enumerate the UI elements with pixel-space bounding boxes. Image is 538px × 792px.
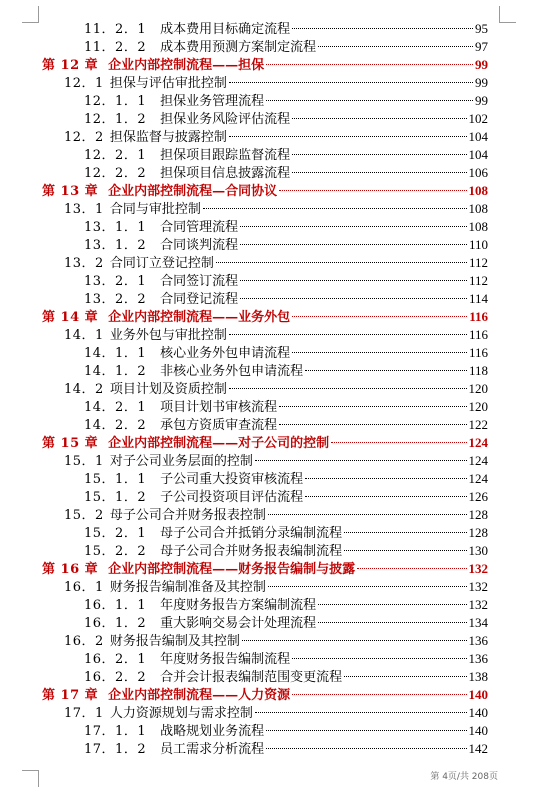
toc-page-number: 124 <box>468 453 488 468</box>
toc-entry-title <box>64 453 253 471</box>
toc-chapter-entry[interactable] <box>42 182 488 200</box>
toc-entry-text: 担保项目信息披露流程 <box>160 166 291 181</box>
toc-chapter-entry[interactable] <box>42 686 488 704</box>
toc-entry-title <box>64 507 266 525</box>
toc-subsection-entry[interactable] <box>42 218 488 236</box>
toc-subsection-entry[interactable] <box>42 668 488 686</box>
toc-entry-text: 人力资源规划与需求控制 <box>109 706 253 721</box>
toc-subsection-entry[interactable] <box>42 650 488 668</box>
toc-entry-number: 15．1 <box>64 454 104 469</box>
toc-page-number: 130 <box>468 543 488 558</box>
toc-entry-title <box>84 273 238 291</box>
dot-leader <box>229 82 473 83</box>
dot-leader <box>357 568 466 569</box>
toc-subsection-entry[interactable] <box>42 524 488 542</box>
toc-entry-title <box>42 687 290 705</box>
toc-entry-title <box>84 417 277 435</box>
toc-entry-text: 担保业务管理流程 <box>160 94 265 109</box>
dot-leader <box>318 622 466 623</box>
dot-leader <box>229 334 467 335</box>
toc-entry-number: 第 12 章 <box>42 58 99 73</box>
dot-leader <box>266 730 466 731</box>
toc-entry-text: 母子公司合并抵销分录编制流程 <box>160 526 343 541</box>
toc-entry-text: 企业内部控制流程——担保 <box>108 58 265 73</box>
toc-entry-title <box>84 345 290 363</box>
toc-entry-number: 14．1．2 <box>84 364 147 379</box>
toc-entry-number: 第 15 章 <box>42 436 99 451</box>
toc-entry-text: 企业内部控制流程——财务报告编制与披露 <box>108 562 356 577</box>
toc-page-number: 132 <box>468 561 488 576</box>
toc-page-number: 132 <box>468 597 488 612</box>
toc-entry-number: 13．1．1 <box>84 220 147 235</box>
toc-entry-text: 核心业务外包申请流程 <box>160 346 291 361</box>
toc-entry-number: 第 17 章 <box>42 688 99 703</box>
toc-entry-text: 母子公司合并财务报表控制 <box>109 508 266 523</box>
toc-entry-number: 16．1．2 <box>84 616 147 631</box>
toc-entry-number: 11．2．1 <box>84 22 147 37</box>
toc-entry-title <box>42 57 264 75</box>
dot-leader <box>344 676 466 677</box>
toc-entry-title <box>84 21 290 39</box>
toc-entry-number: 16．2．2 <box>84 670 147 685</box>
toc-entry-number: 14．1 <box>64 328 104 343</box>
toc-entry-number: 15．1．2 <box>84 490 147 505</box>
toc-entry-title <box>64 327 227 345</box>
dot-leader <box>240 226 466 227</box>
toc-section-entry[interactable] <box>42 326 488 344</box>
toc-entry-title <box>84 741 264 759</box>
toc-entry-number: 第 13 章 <box>42 184 99 199</box>
toc-subsection-entry[interactable] <box>42 542 488 560</box>
toc-entry-text: 财务报告编制及其控制 <box>109 634 240 649</box>
toc-page-number: 136 <box>468 651 488 666</box>
toc-page-number: 140 <box>468 687 488 702</box>
toc-entry-text: 企业内部控制流程——人力资源 <box>108 688 291 703</box>
dot-leader <box>240 298 467 299</box>
toc-entry-text: 合同与审批控制 <box>109 202 201 217</box>
toc-chapter-entry[interactable] <box>42 434 488 452</box>
toc-entry-number: 15．1．1 <box>84 472 147 487</box>
toc-entry-title <box>64 255 214 273</box>
toc-page-number: 138 <box>468 669 488 684</box>
dot-leader <box>216 262 467 263</box>
toc-section-entry[interactable] <box>42 74 488 92</box>
toc-entry-number: 14．2．2 <box>84 418 147 433</box>
toc-section-entry[interactable] <box>42 128 488 146</box>
toc-page-number: 120 <box>468 399 488 414</box>
dot-leader <box>344 550 466 551</box>
toc-chapter-entry[interactable] <box>42 560 488 578</box>
dot-leader <box>242 640 467 641</box>
toc-subsection-entry[interactable] <box>42 164 488 182</box>
toc-entry-text: 子公司重大投资审核流程 <box>160 472 304 487</box>
toc-entry-title <box>64 381 227 399</box>
dot-leader <box>268 514 467 515</box>
toc-entry-number: 17．1 <box>64 706 104 721</box>
toc-entry-number: 12．2．1 <box>84 148 147 163</box>
toc-page-number: 102 <box>468 111 488 126</box>
toc-entry-title <box>84 669 342 687</box>
toc-entry-title <box>64 201 201 219</box>
toc-entry-number: 15．2 <box>64 508 104 523</box>
toc-page-number: 128 <box>468 525 488 540</box>
toc-entry-text: 合同管理流程 <box>160 220 239 235</box>
toc-entry-title <box>84 219 238 237</box>
corner-mark-top-left <box>22 6 39 23</box>
toc-entry-text: 非核心业务外包申请流程 <box>160 364 304 379</box>
toc-page-number: 97 <box>475 39 488 54</box>
dot-leader <box>266 748 466 749</box>
toc-subsection-entry[interactable] <box>42 362 488 380</box>
toc-entry-number: 14．2．1 <box>84 400 147 415</box>
toc-subsection-entry[interactable] <box>42 146 488 164</box>
corner-mark-top-right <box>499 6 516 23</box>
toc-entry-title <box>84 39 316 57</box>
toc-section-entry[interactable] <box>42 578 488 596</box>
dot-leader <box>331 442 466 443</box>
toc-page-number: 106 <box>468 165 488 180</box>
toc-section-entry[interactable] <box>42 200 488 218</box>
toc-entry-text: 企业内部控制流程——对子公司的控制 <box>108 436 330 451</box>
toc-entry-text: 担保与评估审批控制 <box>109 76 227 91</box>
toc-entry-number: 15．2．2 <box>84 544 147 559</box>
dot-leader <box>292 316 467 317</box>
toc-section-entry[interactable] <box>42 704 488 722</box>
toc-subsection-entry[interactable] <box>42 398 488 416</box>
toc-page-number: 104 <box>468 147 488 162</box>
toc-page-number: 99 <box>475 93 488 108</box>
toc-page-number: 140 <box>468 705 488 720</box>
toc-page-number: 134 <box>468 615 488 630</box>
toc-page-number: 128 <box>468 507 488 522</box>
dot-leader <box>305 496 466 497</box>
toc-page-number: 124 <box>468 435 488 450</box>
toc-subsection-entry[interactable] <box>42 488 488 506</box>
toc-subsection-entry[interactable] <box>42 344 488 362</box>
dot-leader <box>266 64 473 65</box>
toc-subsection-entry[interactable] <box>42 722 488 740</box>
toc-section-entry[interactable] <box>42 380 488 398</box>
toc-entry-text: 项目计划及资质控制 <box>109 382 227 397</box>
toc-subsection-entry[interactable] <box>42 416 488 434</box>
toc-entry-text: 子公司投资项目评估流程 <box>160 490 304 505</box>
toc-subsection-entry[interactable] <box>42 290 488 308</box>
toc-page-number: 140 <box>468 723 488 738</box>
toc-entry-title <box>84 489 303 507</box>
toc-entry-number: 第 14 章 <box>42 310 99 325</box>
dot-leader <box>240 280 467 281</box>
dot-leader <box>266 100 473 101</box>
toc-page-number: 120 <box>468 381 488 396</box>
page-indicator: 第 4页/共 208页 <box>430 772 498 782</box>
toc-entry-text: 合并会计报表编制范围变更流程 <box>160 670 343 685</box>
toc-entry-title <box>84 93 264 111</box>
toc-entry-title <box>84 615 316 633</box>
dot-leader <box>255 460 467 461</box>
toc-entry-number: 13．1 <box>64 202 104 217</box>
toc-entry-number: 12．2 <box>64 130 104 145</box>
toc-entry-text: 担保项目跟踪监督流程 <box>160 148 291 163</box>
toc-subsection-entry[interactable] <box>42 470 488 488</box>
toc-entry-number: 第 16 章 <box>42 562 99 577</box>
toc-entry-title <box>84 237 238 255</box>
toc-page-number: 99 <box>475 75 488 90</box>
toc-entry-title <box>84 471 303 489</box>
toc-entry-number: 12．1．1 <box>84 94 147 109</box>
toc-entry-title <box>84 651 290 669</box>
toc-page-number: 110 <box>468 237 488 252</box>
toc-entry-text: 成本费用预测方案制定流程 <box>160 40 317 55</box>
dot-leader <box>292 352 467 353</box>
toc-entry-number: 14．1．1 <box>84 346 147 361</box>
toc-entry-title <box>84 723 264 741</box>
toc-entry-number: 12．2．2 <box>84 166 147 181</box>
toc-page-number: 108 <box>468 183 488 198</box>
toc-page-number: 132 <box>468 579 488 594</box>
dot-leader <box>255 712 467 713</box>
toc-page-number: 112 <box>468 273 488 288</box>
toc-entry-title <box>84 543 342 561</box>
dot-leader <box>229 136 467 137</box>
toc-page-number: 99 <box>475 57 488 72</box>
toc-entry-text: 财务报告编制准备及其控制 <box>109 580 266 595</box>
toc-entry-number: 12．1 <box>64 76 104 91</box>
dot-leader <box>279 190 466 191</box>
toc-entry-text: 年度财务报告编制流程 <box>160 652 291 667</box>
toc-entry-number: 13．2．1 <box>84 274 147 289</box>
toc-subsection-entry[interactable] <box>42 272 488 290</box>
toc-entry-number: 16．2 <box>64 634 104 649</box>
toc-entry-number: 11．2．2 <box>84 40 147 55</box>
dot-leader <box>305 478 466 479</box>
toc-page-number: 95 <box>475 21 488 36</box>
dot-leader <box>240 244 467 245</box>
toc-entry-text: 母子公司合并财务报表编制流程 <box>160 544 343 559</box>
toc-subsection-entry[interactable] <box>42 38 488 56</box>
toc-entry-number: 14．2 <box>64 382 104 397</box>
toc-subsection-entry[interactable] <box>42 614 488 632</box>
dot-leader <box>292 694 466 695</box>
toc-entry-number: 13．2 <box>64 256 104 271</box>
dot-leader <box>203 208 467 209</box>
toc-page-number: 114 <box>468 291 488 306</box>
toc-entry-title <box>84 291 238 309</box>
toc-entry-title <box>84 111 290 129</box>
toc-page-number: 104 <box>468 129 488 144</box>
dot-leader <box>292 154 466 155</box>
toc-entry-title <box>64 75 227 93</box>
dot-leader <box>318 46 473 47</box>
dot-leader <box>279 406 466 407</box>
dot-leader <box>292 172 466 173</box>
toc-entry-title <box>64 129 227 147</box>
dot-leader <box>344 532 466 533</box>
toc-entry-text: 年度财务报告方案编制流程 <box>160 598 317 613</box>
toc-entry-text: 企业内部控制流程——业务外包 <box>108 310 291 325</box>
toc-page-number: 136 <box>468 633 488 648</box>
toc-entry-text: 业务外包与审批控制 <box>109 328 227 343</box>
toc-entry-title <box>42 309 290 327</box>
toc-entry-text: 员工需求分析流程 <box>160 742 265 757</box>
dot-leader <box>268 586 467 587</box>
toc-subsection-entry[interactable] <box>42 110 488 128</box>
toc-entry-text: 担保监督与披露控制 <box>109 130 227 145</box>
toc-entry-title <box>42 561 355 579</box>
toc-page-number: 122 <box>468 417 488 432</box>
toc-page-number: 124 <box>468 471 488 486</box>
corner-mark-bottom-left <box>22 770 39 787</box>
toc-chapter-entry[interactable] <box>42 308 488 326</box>
toc-entry-text: 企业内部控制流程—合同协议 <box>108 184 278 199</box>
toc-entry-text: 担保业务风险评估流程 <box>160 112 291 127</box>
toc-entry-text: 战略规划业务流程 <box>160 724 265 739</box>
toc-chapter-entry[interactable] <box>42 56 488 74</box>
toc-entry-text: 合同订立登记控制 <box>109 256 214 271</box>
table-of-contents <box>42 20 488 758</box>
toc-page-number: 142 <box>468 741 488 756</box>
toc-subsection-entry[interactable] <box>42 740 488 758</box>
toc-section-entry[interactable] <box>42 632 488 650</box>
toc-entry-number: 13．1．2 <box>84 238 147 253</box>
toc-entry-text: 成本费用目标确定流程 <box>160 22 291 37</box>
dot-leader <box>279 424 466 425</box>
toc-page-number: 108 <box>468 219 488 234</box>
toc-page-number: 118 <box>468 363 488 378</box>
toc-subsection-entry[interactable] <box>42 92 488 110</box>
toc-entry-number: 17．1．1 <box>84 724 147 739</box>
toc-entry-number: 15．2．1 <box>84 526 147 541</box>
toc-entry-text: 项目计划书审核流程 <box>160 400 278 415</box>
toc-entry-text: 合同签订流程 <box>160 274 239 289</box>
dot-leader <box>292 118 466 119</box>
toc-entry-title <box>84 597 316 615</box>
toc-entry-title <box>64 579 266 597</box>
toc-entry-title <box>64 705 253 723</box>
dot-leader <box>305 370 467 371</box>
dot-leader <box>318 604 466 605</box>
toc-subsection-entry[interactable] <box>42 596 488 614</box>
dot-leader <box>292 658 466 659</box>
toc-subsection-entry[interactable] <box>42 20 488 38</box>
toc-page-number: 112 <box>468 255 488 270</box>
toc-entry-number: 16．1 <box>64 580 104 595</box>
toc-entry-text: 合同谈判流程 <box>160 238 239 253</box>
toc-section-entry[interactable] <box>42 452 488 470</box>
toc-page-number: 108 <box>468 201 488 216</box>
toc-entry-text: 重大影响交易会计处理流程 <box>160 616 317 631</box>
toc-entry-text: 对子公司业务层面的控制 <box>109 454 253 469</box>
toc-entry-title <box>64 633 240 651</box>
toc-entry-text: 合同登记流程 <box>160 292 239 307</box>
toc-entry-title <box>84 165 290 183</box>
toc-page-number: 116 <box>468 345 488 360</box>
toc-entry-title <box>84 399 277 417</box>
toc-page-number: 116 <box>468 327 488 342</box>
toc-section-entry[interactable] <box>42 254 488 272</box>
toc-entry-title <box>42 435 329 453</box>
toc-section-entry[interactable] <box>42 506 488 524</box>
toc-entry-number: 16．2．1 <box>84 652 147 667</box>
dot-leader <box>229 388 467 389</box>
toc-page-number: 116 <box>469 309 488 324</box>
toc-entry-title <box>84 147 290 165</box>
toc-entry-title <box>84 525 342 543</box>
toc-entry-number: 17．1．2 <box>84 742 147 757</box>
toc-entry-number: 16．1．1 <box>84 598 147 613</box>
toc-entry-number: 13．2．2 <box>84 292 147 307</box>
toc-subsection-entry[interactable] <box>42 236 488 254</box>
dot-leader <box>292 28 473 29</box>
toc-entry-text: 承包方资质审查流程 <box>160 418 278 433</box>
toc-entry-title <box>42 183 277 201</box>
toc-page-number: 126 <box>468 489 488 504</box>
toc-entry-number: 12．1．2 <box>84 112 147 127</box>
toc-entry-title <box>84 363 303 381</box>
